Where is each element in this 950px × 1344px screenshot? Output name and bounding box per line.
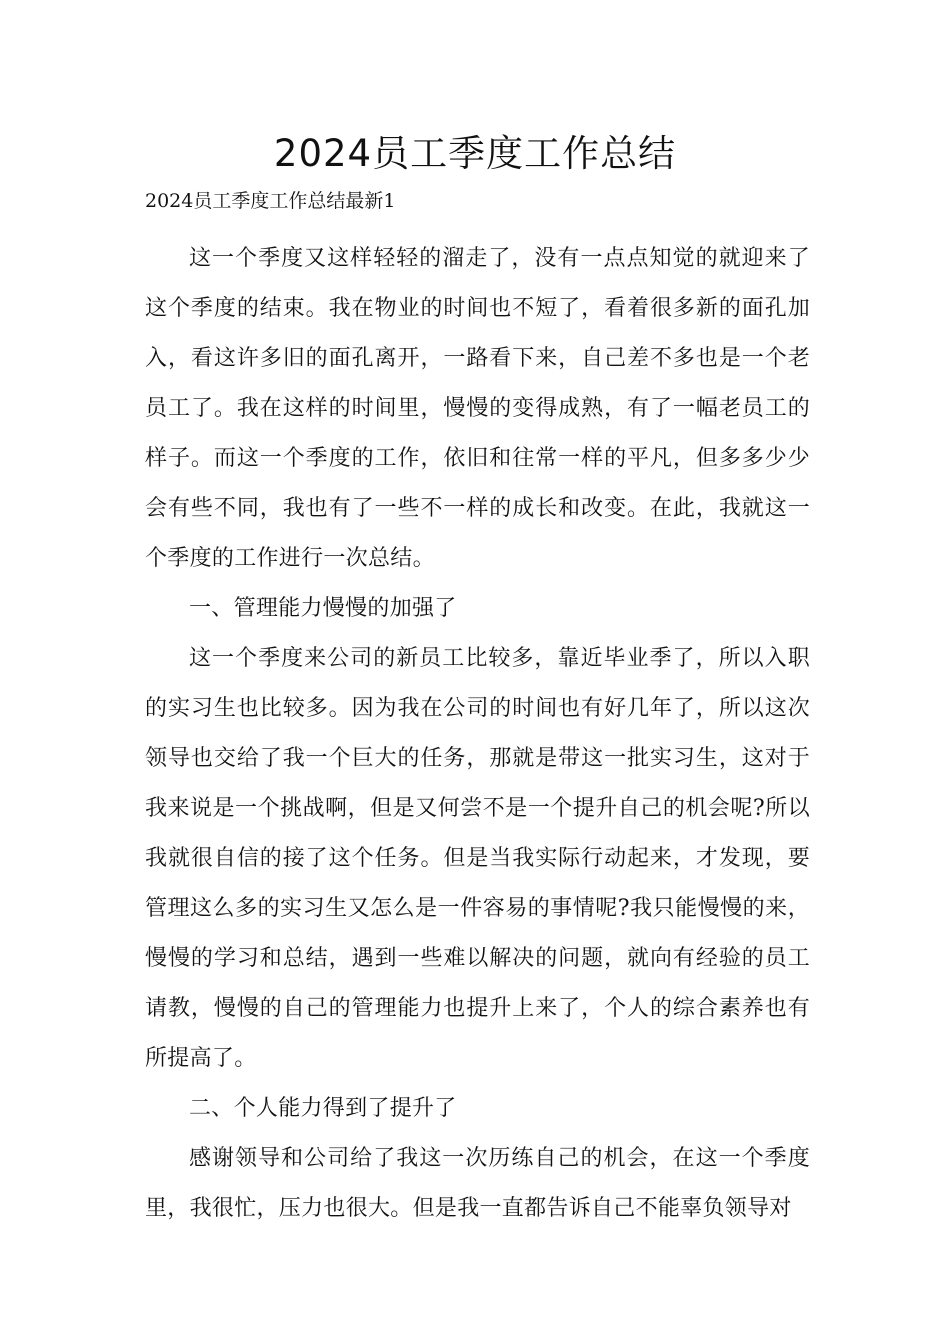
paragraph-personal-ability: 感谢领导和公司给了我这一次历练自己的机会，在这一个季度里，我很忙，压力也很大。但是我一直都告诉自己不能辜负领导对 (145, 1146, 810, 1221)
paragraph-management: 这一个季度来公司的新员工比较多，靠近毕业季了，所以入职的实习生也比较多。因为我在公司的时间也有好几年了，所以这次领导也交给了我一个巨大的任务，那就是带这一批实习生，这对于我来说是一个挑战啊，但是又何尝不是一个提升自己的机会呢?所以我就很自信的接了这个任务。但是当我实际行动起来，才发现，要管理这么多的实习生又怎么是一件容易的事情呢?我只能慢慢的来，慢慢的学习和总结，遇到一些难以解决的问题，就向有经验的员工请教，慢慢的自己的管理能力也提升上来了，个人的综合素养也有所提高了。 (145, 646, 810, 1071)
document-subtitle: 2024员工季度工作总结最新1 (145, 190, 396, 212)
section-heading-1: 一、管理能力慢慢的加强了 (189, 596, 457, 621)
paragraph-intro: 这一个季度又这样轻轻的溜走了，没有一点点知觉的就迎来了这个季度的结束。我在物业的时间也不短了，看着很多新的面孔加入，看这许多旧的面孔离开，一路看下来，自己差不多也是一个老员工了。我在这样的时间里，慢慢的变得成熟，有了一幅老员工的样子。而这一个季度的工作，依旧和往常一样的平凡，但多多少少会有些不同，我也有了一些不一样的成长和改变。在此，我就这一个季度的工作进行一次总结。 (145, 246, 810, 571)
document-title: 2024员工季度工作总结 (273, 132, 677, 175)
section-heading-2: 二、个人能力得到了提升了 (189, 1096, 457, 1121)
document-body (145, 234, 810, 1234)
